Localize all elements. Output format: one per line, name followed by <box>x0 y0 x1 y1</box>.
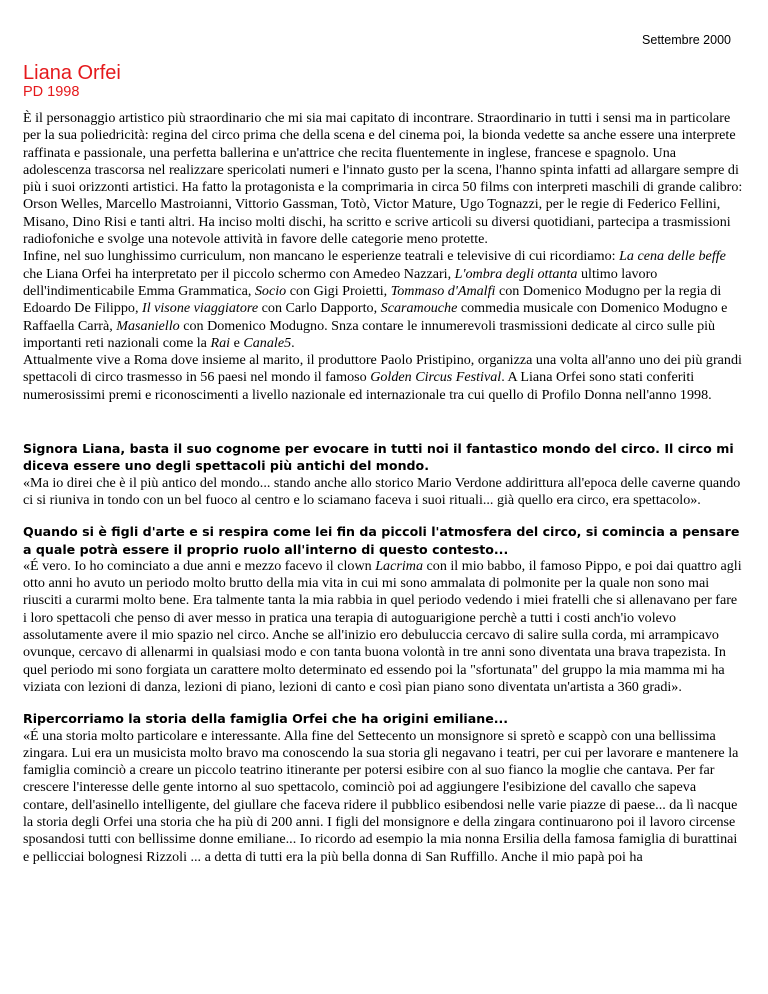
intro-paragraph-1: È il personaggio artistico più straordinario che mi sia mai capitato di incontrare. Straordinario in tutti i sensi ma in particolare per la sua poliedricità: regina del circo prima che della scena e del cinema poi, la bionda vedette sa anche essere una interprete raffinata e passionale, una perfetta ballerina e un'attrice che recita fluentemente in inglese, francese e spagnolo. Una adolescenza trascorsa nel realizzare spericolati numeri e l'innato gusto per la scena, l'hanno spinta infatti ad allargare sempre di più i suoi orizzonti artistici. Ha fatto la protagonista e la comprimaria in circa 50 films con interpreti maschili di grande calibro: Orson Welles, Marcello Mastroianni, Vittorio Gassman, Totò, Victor Mature, Ugo Tognazzi, per le regie di Federico Fellini, Misano, Dino Risi e tanti altri. Ha inciso molti dischi, ha scritto e scrive articoli su diversi quotidiani, partecipa a trasmissioni radiofoniche e svolge una notevole attività in favore delle categorie meno protette. <box>23 110 743 248</box>
intro-paragraph-3 <box>23 352 743 404</box>
section-spacer <box>23 404 743 440</box>
section-spacer <box>23 696 743 710</box>
intro-paragraph-2 <box>23 248 743 352</box>
interview-answer-3: «É una storia molto particolare e interessante. Alla fine del Settecento un monsignore si spretò e scappò con una bellissima zingara. Lui era un musicista molto bravo ma conoscendo la sua storia gli negavano i teatri, per cui per lavorare e mantenere la famiglia cominciò a creare un piccolo teatrino itinerante per potersi esibire con al suo fianco la moglie che cantava. Per far crescere l'interesse delle gente intorno al suo spettacolo, cominciò poi ad aggiungere l'esibizione del cavallo che sapeva contare, dell'asinello intelligente, del giullare che faceva ridere il pubblico esibendosi nelle varie piazze di paese... da lì nacque la storia degli Orfei una storia che ha più di 200 anni. I figli del monsignore e della zingara continuarono poi il lavoro circense sposandosi tutti con bellissime donne emiliane... Io ricordo ad esempio la mia nonna Ersilia della famosa famiglia di burattinai e pellicciai bolognesi Rizzoli ... a detta di tutti era la più bella donna di San Ruffillo. Anche il mio papà poi ha <box>23 727 739 865</box>
text-run: commedia musicale con Domenico Modugno e Raffaella Carrà, <box>23 300 728 334</box>
interview-question-1: Signora Liana, basta il suo cognome per evocare in tutti noi il fantastico mondo del circo. Il circo mi diceva essere uno degli spettacoli più antichi del mondo. <box>23 441 734 474</box>
text-run: con Carlo Dapporto, <box>258 300 381 317</box>
title-tommaso-damalfi: Tommaso d'Amalfi <box>390 282 496 299</box>
title-la-cena-delle-beffe: La cena delle beffe <box>619 248 726 265</box>
text-run: . <box>291 334 295 351</box>
issue-date: Settembre 2000 <box>642 33 731 47</box>
section-spacer <box>23 509 743 523</box>
text-run: con il mio babbo, il famoso Pippo, e poi dai quattro agli otto anni ho avuto un periodo molto brutto della mia vita in cui mi sono ammalata di polmonite per la quale non sono mai riusciti a curarmi molto bene. Era talmente tanta la mia rabbia in quel periodo vedendo i miei fratelli che si allenavano per fare i loro spettacoli che penso di aver messo in pratica una terapia di autoguarigione perchè a tutti i costi anch'io volevo assolutamente avere il mio spazio nel circo. Anche se all'inizio ero debuluccia cercavo di salire sulla corda, mi arrampicavo ovunque, cercavo di allenarmi in qualsiasi modo e con tanta buona volontà in tre anni sono diventata una brava trapezista. In quel periodo mi sono forgiata un carattere molto determinato ed essendo poi la "sfortunata" del gruppo la mia mamma mi ha viziata con lezioni di danza, lezioni di piano, lezioni di canto e così pian piano sono diventata un'artista a 360 gradi». <box>23 557 742 695</box>
title-socio: Socio <box>254 282 287 299</box>
network-rai: Rai <box>210 334 231 351</box>
title-masaniello: Masaniello <box>116 317 180 334</box>
interview-question-2: Quando si è figli d'arte e si respira come lei fin da piccoli l'atmosfera del circo, si comincia a pensare a quale potrà essere il proprio ruolo all'interno di questo contesto... <box>23 524 740 557</box>
text-run: che Liana Orfei ha interpretato per il piccolo schermo con Amedeo Nazzari, <box>23 265 455 282</box>
title-ombra-degli-ottanta: L'ombra degli ottanta <box>454 265 578 282</box>
clown-name-lacrima: Lacrima <box>375 557 423 574</box>
text-run: ultimo lavoro dell'indimenticabile Emma Grammatica, <box>23 265 658 299</box>
article-subtitle: PD 1998 <box>23 84 80 100</box>
interview-answer-1: «Ma io direi che è il più antico del mondo... stando anche allo storico Mario Verdone addirittura all'epoca delle caverne quando ci si riuniva in tondo con un bel fuoco al centro e lo sciamano faceva i suoi rituali... già quello era circo, era spettacolo». <box>23 474 741 508</box>
network-canale5: Canale5 <box>243 334 292 351</box>
interview-question-3: Ripercorriamo la storia della famiglia Orfei che ha origini emiliane... <box>23 711 509 727</box>
article-title: Liana Orfei <box>23 62 121 84</box>
title-il-visone-viaggiatore: Il visone viaggiatore <box>142 300 259 317</box>
article-body <box>23 110 743 866</box>
text-run: Infine, nel suo lunghissimo curriculum, non mancano le esperienze teatrali e televisive di cui ricordiamo: <box>23 248 620 265</box>
interview-answer-2 <box>23 558 743 696</box>
text-run: . A Liana Orfei sono stati conferiti numerosissimi premi e riconoscimenti a livello nazionale ed internazionale tra cui quello di Profilo Donna nell'anno 1998. <box>23 369 712 403</box>
title-scaramouche: Scaramouche <box>380 300 458 317</box>
text-run: «É vero. Io ho cominciato a due anni e mezzo facevo il clown <box>23 557 376 574</box>
text-run: e <box>230 334 244 351</box>
text-run: Attualmente vive a Roma dove insieme al marito, il produttore Paolo Pristipino, organizza una volta all'anno uno dei più grandi spettacoli di circo trasmesso in 56 paesi nel mondo il famoso <box>23 352 742 386</box>
title-golden-circus-festival: Golden Circus Festival <box>370 369 502 386</box>
text-run: con Domenico Modugno. Snza contare le innumerevoli trasmissioni dedicate al circo sulle più importanti reti nazionali come la <box>23 317 716 351</box>
text-run: con Domenico Modugno per la regia di Edoardo De Filippo, <box>23 282 722 317</box>
text-run: con Gigi Proietti, <box>286 282 391 299</box>
